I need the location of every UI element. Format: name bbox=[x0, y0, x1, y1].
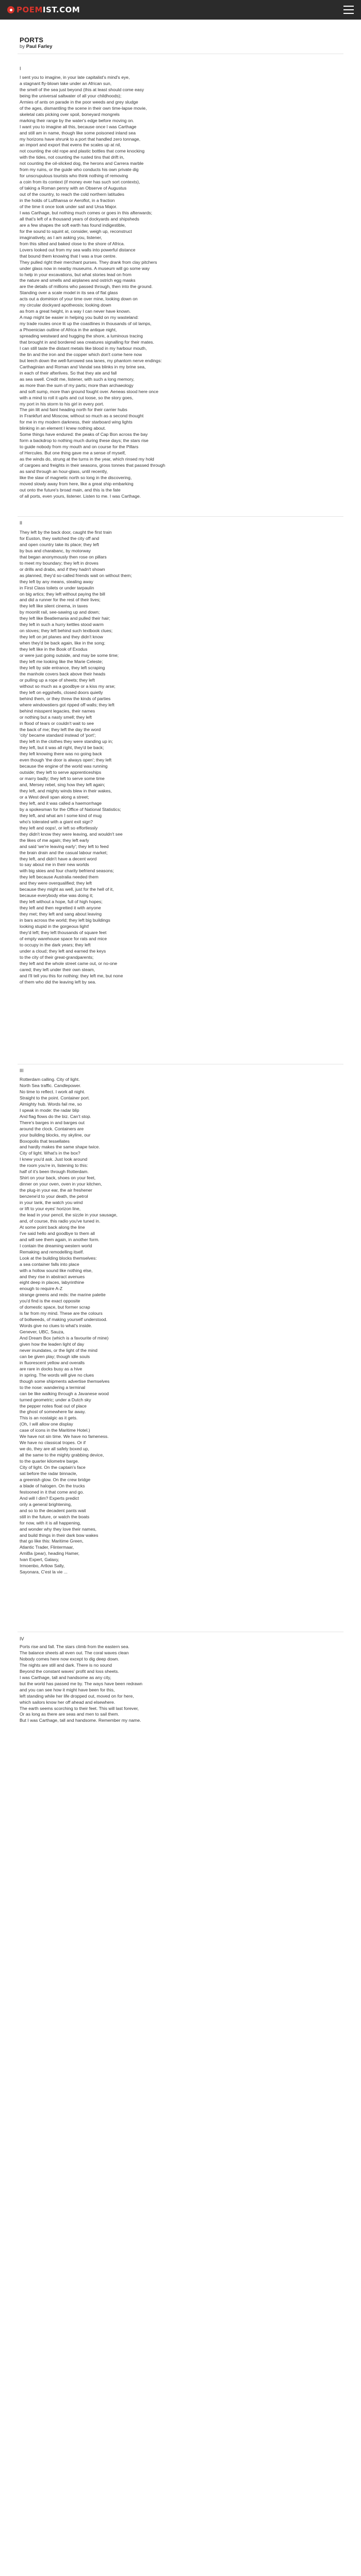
logo-wordmark-suffix: IST.COM bbox=[42, 5, 80, 14]
section-text: I sent you to imagine, in your late capitalist's mind's eye, a stagnant fly-blown lake under an African sun, the smell of the sea just beyond (this at least should come easy being the universal saltwater of all your childhoods); Armies of ants on parade in the poor weeds and grey sludge of the ages, dismantling the scene in their own time-lapse movie, skeletal cats picking over spoil, boneyard mongrels marking their range by the water's edge before moving on. I want you to imagine all this, because once I was Carthage and still am in name, though like some poisoned inland sea my horizons have shrunk to a port that handled zero tonnage, an import and export that evens the scales up at nil, not counting the old rope and plastic bottles that come knocking with the tides, not counting the rusted tins that drift in, not counting the oil-slicked dog, the herons and Carrera marble from my ruins, or the guide who conducts his own private dig for unscrupulous tourists who think nothing of removing a coin from its context (if money ever has such sort contexts), of taking a Roman penny with an Observe of Augustus out of the country, to reach the cold northern latitudes in the holds of Lufthansa or Aeroflot, in a fraction of the time it once took under sail and Ursa Major. I was Carthage, but nothing much comes or goes in this afterwards; all that's left of a thousand years of dockyards and shipsheds are a few shapes the soft earth has found indigestible, for the sound to squint at, consider, weigh up, reconstruct imaginatively, as I am asking you, listener, from this silted and baked close to the shore of Africa. Lovers looked out from my sea walls into powerful distance that bound them knowing that I was a true centre. They pulled right their merchant purses. They drank from clay pitchers under glass now in nearby museums. A museum will go some way to help in your excavations, but what stories lead on from the nature and smells and airplanes and ostrich egg masks are the details of millions who passed through, then into the ground. Standing over a scale model in its sea of flat glass acts out a dominion of your time over mine, looking down on my circular dockyard apotheosis; looking down as from a great height, in a way I can never have known. A map might be easier in helping you build on my wasteland: my trade routes once lit up the coastlines in thousands of oil lamps, a Phoenician outline of Africa in the antique night, spreading westward and hugging the shore, a luminous tracing that brought in and bordered sea creatures signalling for their mates. I can still taste the distant metals like blood in my harbour mouth, the tin and the iron and the copper which don't come here now but leech down the well-furrowed sea lanes, my phantom nerve endings: Carthaginian and Roman and Vandal sea blinks in my brine sea, in each of their afterlives. So that they ate and fall as sea swell. Credit me, listener, with such a long memory, as more than the sum of my parts; more than archaeology and soft sump, more than ground fought over. Aeneas stood here once with a mind to roll it up/is and cut loose, so the story goes, my port in his storm to his girl in every port. The pin lilt and faint heading north for their carrier hubs in Frankfurt and Moscow, without so much as a second thought for me in my modern darkness, their starboard wing lights blinking in an element I knew nothing about. Some things have endured: the peaks of Cap Bon across the bay form a backdrop to nothing much during these days; the stars rise to guide nobody from my mouth and on course for the Pillars of Hercules. But one thing gave me a sense of myself, as the winds do, strung at the turns in the year, which rinsed my hold of cargoes and freights in their seasons, gross tonnes that passed through as sand through an hour-glass, until recently, like the slaw of magnetic north so long in the discovering, moved slowly away from here, like a great ship embarking out onto the future's broad main, and this is the fate of all ports, even yours, listener. Listen to me. I was Carthage. bbox=[20, 75, 166, 499]
section-number: II bbox=[20, 520, 23, 526]
section-text: Rotterdam calling. City of light. North Sea traffic. Candlepower. No time to reflect. I work all night. Straight to the point. Container port. Almighty hub. Words fail me, so I speak in mode: the radar blip And flag flows do the biz. Can't stop. There's barges in and barges out around the clock. Containers are your building blocks, my skyline, our Boxopolis that tessellates and hardly makes the same shape twice. City of light. What's in the box? I knew you'd ask. Just look around the room you're in, listening to this: half of it's been through Rotterdam. Shirt on your back, shoes on your feet, dinner on your oven, oven in your kitchen, the plug-in your ear, the air freshener benzene'd to your death, the petrol in your tank, the watch you wind or lift to your eyes' horizon line, the lead in your pencil, the sizzle in your sausage, and, of course, this radio you've tuned in. At some point back along the line I've said hello and goodbye to them all and will see them again, in another form. I contain the dreaming western world Remaking and remodelling itself. Look at the building blocks themselves: a sea container falls into place with a hollow sound like nothing else, and they rise in abstract avenues eight deep in places, labyrinthine enough to require A-Z strange greens and reds: the marine palette you'd find is the exact opposite of domestic space, but former scrap is far from my mind. These are the colours of bollweeds, of making yourself understood. Words give no clues to what's inside. Genever, UBC, Sauza, And Dream Box (which is a favourite of mine) given how the leaden light of day never inundates, or the light of the mind can be given play; though idle souls in fluorescent yellow and overalls are rare in docks busy as a hive in spring. The words will give no clues though some shipments advertise themselves to the nose: wandering a terminal can be like walking through a Javanese wood turned geometric; under a Dutch sky the pepper notes float out of place the ghost of somewhere far away. This is an nostalgic as it gets. (Oh, I will allow one display case of icons in the Maritime Hotel.) We have not sin time. We have no fameness. We have no classical tropes. Or if we do, they are all safely boxed up, all the same to the mighty grabbing device, to the quarter kilometre barge. City of light. On the captain's face sat before the radar binnacle, a greenish glow. On the crew bridge a blade of halogen. On the trucks festooned in it that come and go. And will I dim? Experts predict only a general brightening, and so to the decadent pants wait still in the future, or watch the boats for now, with it is all happening, and wonder why they love their names, and build things in their dark bow wakes that go like this: Maritime Green, Atlantic Trader, Flintermaar, AmiBa (pear), heading Hamer, Ivan Expert, Galaxy, Irmoenbo, Artlow Sally, Sayonara, C'est la vie ... bbox=[20, 1077, 118, 1575]
site-header bbox=[0, 0, 361, 20]
author-link[interactable]: Paul Farley bbox=[26, 44, 53, 49]
byline-prefix: by bbox=[20, 44, 25, 49]
logo-circle-icon bbox=[7, 6, 14, 13]
poem-byline bbox=[20, 44, 52, 49]
poem-title: PORTS bbox=[20, 36, 44, 44]
hamburger-menu-icon[interactable] bbox=[343, 6, 354, 14]
site-logo[interactable] bbox=[7, 5, 80, 15]
section-number: III bbox=[20, 1068, 24, 1073]
divider bbox=[18, 516, 343, 517]
section-text: Ports rise and fall. The stars climb from the eastern sea. The balance sheets all even out. The coral waves clean Nobody comes here now except to dig deep down. The nights are still and dark. There is no sound Beyond the constant waves' profit and loss sheets. I was Carthage, tall and handsome as any city, but the world has passed me by. The ways have been redrawn and you can see how it might have been for this, left standing while her life dropped out, moved on for here, which sailors know her off ahead and elsewhere. The earth seems scorching to their feet. This will last forever, Or as long as there are seas and men to sail them. But I was Carthage, tall and handsome. Remember my name. bbox=[20, 1644, 143, 1723]
section-text: They left by the back door, caught the first train for Euston, they switched the city off and and open country take its place; they left by bus and charabanc, by motorway that began anonymously then rose on pillars to meet my boundary; they left in droves or drills and drabs, and if they hadn't shown as planned, they'd so-called friends wait on without them; they left by any means, stealing away in First Class toilets or under tarpaulin on big artics; they left without paying the bill and did a runner for the rest of their lives; they left like silent cinema, in taxes by moonlit rail, see-sawing up and down; they left like Beatlemania and pulled their hair; they left in such a hurry kettles stood warm on stoves; they left behind such textbook clues; they left on jet planes and they didn't know when they'd be back again, like in the song; they left like in the Book of Exodus or were just going outside, and may be some time; they left me looking like the Marie Celeste; they left by side entrance, they left scraping the manhole covers back above their heads or pulling up a rope of sheets; they left without so much as a goodbye or a kiss my arse; they left on eggshells, closed doors quietly behind them, or they threw the kinds of parties where windowstiers got ripped off walls; they left behind misspent legacies, their names or nothing but a nasty smell; they left in flood of tears or couldn't wait to see the back of me; they left the day the word 'city' became standard instead of 'port'; they left in the clothes they were standing up in; they left, but it was all right, they'd be back; they left knowing there was no going back even though 'the door is always open'; they left because the engine of the world was running outside; they left to serve apprenticeships or marry badly; they left to serve some time and, Mersey rebel, sing how they left again; they left, and mighty winds blew in their wakes, or a West devil span along a street; they left, and it was called a haemorrhage by a spokesman for the Office of National Statistics; they left, and what am I some kind of mug who's tolerated with a giant exit sign? they left and oops!, or left so effortlessly they didn't know they were leaving, and wouldn't see the likes of me again; they left early and said 'we're leaving early'; they left to feed the brain drain and the casual labour market; they left, and didn't have a decent word to say about me in their new worlds with big skies and four charity befriend seasons; they left because Australia needed them and they were overqualified; they left because they might as well, just for the hell of it, because everybody else was doing it; they left without a hope, full of high hopes; they left and then regretted it with anyone they met; they left and sang about leaving in bars across the world; they left big buildings looking stupid in the gorgeous light! they'd left; they left thousands of square feet of empty warehouse space for rats and mice to occupy in the dark years; they left under a cloud; they left and earned the keys to the city of their great-grandparents; they left and the whole street came out, or no-one cared; they left under their own steam, and I'll tell you this for nothing: they left me, but none of them who did the leaving left by sea. bbox=[20, 530, 132, 985]
section-number: IV bbox=[20, 1636, 24, 1641]
section-number: I bbox=[20, 66, 21, 71]
logo-wordmark bbox=[17, 5, 80, 14]
logo-wordmark-prefix: POEM bbox=[17, 5, 43, 14]
